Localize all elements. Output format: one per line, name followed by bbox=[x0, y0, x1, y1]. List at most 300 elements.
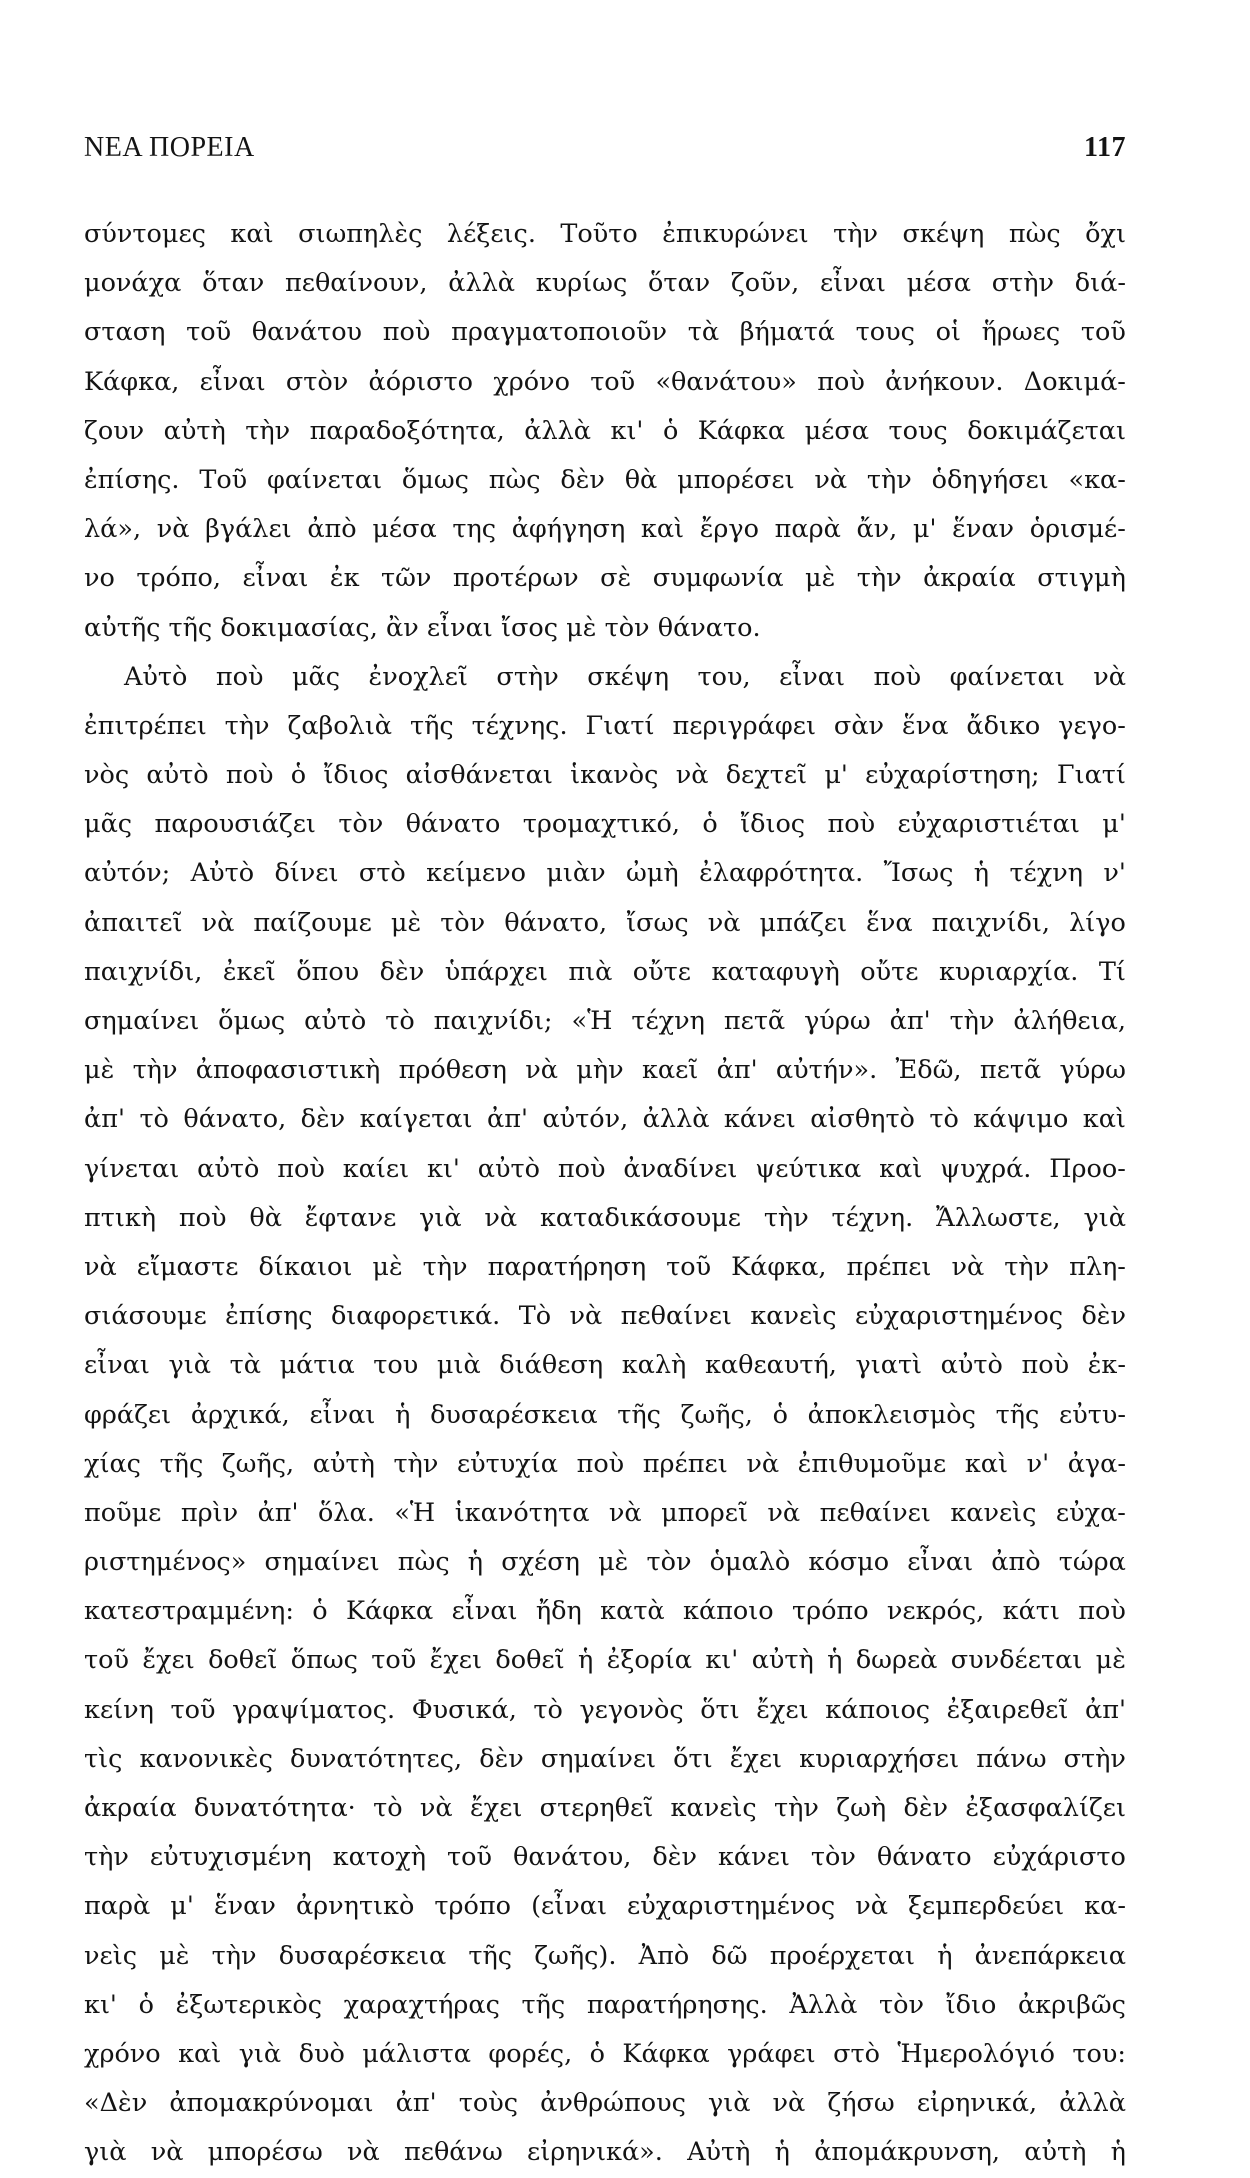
word: σκέψη bbox=[902, 219, 985, 249]
word: Τί bbox=[1098, 956, 1126, 987]
word: ἄν, bbox=[856, 514, 898, 545]
word: ἔχει bbox=[142, 1645, 195, 1676]
word: ἀπομάκρυνση, bbox=[814, 2137, 1001, 2168]
word: νὰ bbox=[608, 1497, 642, 1528]
word: νὰ bbox=[951, 1251, 985, 1282]
word: πεθαίνει bbox=[620, 1301, 732, 1332]
word: δὲν bbox=[903, 1793, 949, 1823]
word: θάνατο, bbox=[183, 1104, 287, 1135]
word: μπάζει bbox=[759, 907, 848, 938]
word: λέξεις. bbox=[446, 219, 536, 249]
word: νὰ bbox=[150, 2137, 184, 2168]
word: αὐτὸ bbox=[197, 1153, 260, 1184]
word: «Ἡ bbox=[571, 1006, 613, 1036]
word: ἐκ- bbox=[1087, 1350, 1126, 1381]
word: μιὰ bbox=[436, 1350, 481, 1381]
word: τοῦ bbox=[1080, 317, 1126, 348]
word: κόσμο bbox=[808, 1547, 890, 1578]
word: εἶναι bbox=[84, 1350, 150, 1381]
text-line bbox=[84, 259, 1126, 308]
word: δοκιμάζεται bbox=[967, 415, 1126, 446]
word: θάνατο bbox=[405, 809, 501, 840]
word: πρὶν bbox=[180, 1497, 239, 1528]
word: Κάφκα, bbox=[84, 366, 180, 397]
word: τοῦ bbox=[371, 1645, 417, 1676]
word: τὸ bbox=[373, 1793, 403, 1823]
word: νὰ bbox=[525, 1055, 558, 1086]
word: πρέπει bbox=[846, 1251, 932, 1282]
word: σιωπηλὲς bbox=[298, 219, 423, 249]
word: νὰ bbox=[484, 1202, 518, 1233]
word: βγάλει bbox=[205, 514, 292, 545]
word: τὸ bbox=[139, 1104, 169, 1135]
text-line bbox=[84, 505, 1126, 554]
word: πρέπει bbox=[642, 1448, 728, 1479]
word: πλη- bbox=[1069, 1251, 1126, 1282]
text-line bbox=[84, 849, 1126, 898]
word: Τὸ bbox=[518, 1301, 552, 1332]
word: κάποιο bbox=[683, 1596, 774, 1627]
word: τῆς bbox=[168, 612, 213, 643]
word: εἶναι bbox=[819, 268, 886, 299]
word: ἴδιος bbox=[323, 760, 389, 791]
word: Ἀλλὰ bbox=[789, 1989, 858, 2020]
word: ζοῦν, bbox=[730, 268, 800, 299]
word: παρουσιάζει bbox=[154, 809, 316, 840]
word: μπορέσει bbox=[677, 464, 795, 495]
word: ἀόριστο bbox=[368, 366, 473, 397]
word: δίκαιοι bbox=[258, 1251, 353, 1282]
word: ποὺ bbox=[557, 1153, 606, 1184]
word: αἰσθάνεται bbox=[405, 760, 553, 791]
word: αὐτὸ bbox=[477, 1153, 540, 1184]
word: ψυχρά. bbox=[940, 1153, 1032, 1184]
word: πετᾶ bbox=[979, 1055, 1042, 1086]
word: εὐχα- bbox=[1055, 1497, 1126, 1528]
word: στὴν bbox=[991, 268, 1055, 299]
word: παραδοξότητα, bbox=[309, 415, 505, 446]
word: τὴν bbox=[211, 1940, 257, 1971]
journal-title: ΝΕΑ ΠΟΡΕΙΑ bbox=[84, 132, 255, 163]
word: ἡ bbox=[467, 1547, 484, 1578]
word: ἀγα- bbox=[1067, 1448, 1126, 1479]
word: ποὺ bbox=[817, 366, 865, 397]
word: στὸ bbox=[833, 2038, 880, 2069]
word: κάποιος bbox=[825, 1694, 931, 1725]
word: συμφωνία bbox=[652, 563, 784, 594]
word: παρὰ bbox=[84, 1891, 151, 1922]
word: παίζουμε bbox=[253, 907, 372, 938]
word: δὲν bbox=[300, 1104, 346, 1135]
word: κι' bbox=[705, 1645, 739, 1676]
word: ἔφτανε bbox=[304, 1202, 397, 1233]
word: αὐτὴ bbox=[751, 1645, 814, 1676]
word: φαίνεται bbox=[266, 464, 383, 495]
word: ἡ bbox=[827, 1645, 843, 1676]
text-line bbox=[84, 456, 1126, 505]
word: πάνω bbox=[976, 1743, 1047, 1774]
word: γιὰ bbox=[168, 1350, 212, 1381]
word: δυνατότητες, bbox=[290, 1743, 463, 1774]
word: ζήσω bbox=[827, 2088, 895, 2119]
word: δυσαρέσκεια bbox=[278, 1940, 447, 1971]
word: ἴσως bbox=[626, 907, 689, 938]
word: νεὶς bbox=[84, 1940, 137, 1971]
word: κι' bbox=[610, 415, 644, 446]
word: καὶ bbox=[640, 514, 685, 545]
word: ἕνα bbox=[902, 710, 949, 741]
word: παρατήρηση bbox=[487, 1251, 647, 1282]
text-line bbox=[84, 702, 1126, 751]
word: ὁδηγήσει bbox=[931, 464, 1049, 495]
word: σύντομες bbox=[84, 219, 206, 249]
word: δοθεῖ bbox=[208, 1645, 278, 1676]
word: προέρχεται bbox=[769, 1940, 916, 1971]
word: στιγμὴ bbox=[1037, 563, 1126, 594]
word: πτικὴ bbox=[84, 1202, 157, 1233]
word: ἐπίσης. bbox=[84, 464, 180, 495]
word: τέχνης. bbox=[471, 710, 568, 741]
word: Κάφκα bbox=[697, 415, 786, 446]
word: τὸν bbox=[338, 809, 384, 840]
word: ὁ bbox=[662, 415, 679, 446]
word: ἀπομακρύνομαι bbox=[169, 2088, 374, 2119]
word: τὴν bbox=[763, 1202, 809, 1233]
word: γύρω bbox=[804, 1006, 871, 1036]
word: βήματά bbox=[739, 317, 835, 348]
word: ὑπάρχει bbox=[444, 956, 548, 987]
word: θανάτου bbox=[251, 317, 363, 348]
word: δὲν bbox=[1081, 1301, 1126, 1332]
word: παιχνίδι, bbox=[931, 907, 1051, 938]
word: ἄδικο bbox=[966, 710, 1041, 741]
word: τοῦ bbox=[666, 1251, 712, 1282]
word: ἱκανότητα bbox=[454, 1497, 590, 1528]
word: εἶναι bbox=[199, 366, 266, 397]
text-line bbox=[84, 1981, 1126, 2030]
word: θὰ bbox=[624, 464, 658, 495]
text-line bbox=[84, 407, 1126, 456]
word: ὁ bbox=[589, 2038, 605, 2069]
word: κάνει bbox=[723, 1104, 796, 1135]
word: παιχνίδι, bbox=[84, 956, 203, 987]
word: γιὰ bbox=[238, 2038, 282, 2069]
word: αὐτήν». bbox=[775, 1055, 878, 1086]
word: νὰ bbox=[746, 1448, 780, 1479]
word: δυσαρέσκεια bbox=[430, 1399, 598, 1430]
word: ἕνα bbox=[866, 907, 913, 938]
text-line bbox=[84, 948, 1126, 997]
text-line bbox=[84, 1686, 1126, 1735]
word: μέσα bbox=[372, 514, 437, 545]
word: μὲ bbox=[598, 1547, 629, 1578]
word: οὔτε bbox=[860, 956, 919, 987]
word: ποὺ bbox=[178, 1202, 227, 1233]
word: κανεὶς bbox=[670, 1793, 757, 1823]
word: μπορεῖ bbox=[661, 1497, 748, 1528]
text-line bbox=[84, 308, 1126, 357]
word: εὐχαριστημένος bbox=[627, 1891, 836, 1922]
word: ἔχει bbox=[756, 1694, 809, 1725]
word: τρομαχτικό, bbox=[522, 809, 680, 840]
word: εὐχάριστο bbox=[992, 1842, 1126, 1873]
word: πετᾶ bbox=[723, 1006, 786, 1036]
word: ἀνθρώπους bbox=[540, 2088, 686, 2119]
word: γιὰ bbox=[707, 2088, 751, 2119]
word: τέχνη bbox=[631, 1006, 705, 1036]
word: νὰ bbox=[772, 2088, 806, 2119]
word: ἐξαιρεθεῖ bbox=[946, 1694, 1069, 1725]
word: ζωῆς). bbox=[534, 1940, 617, 1971]
word: νὰ bbox=[84, 1251, 117, 1282]
text-line bbox=[84, 899, 1126, 948]
word: εὐτυχία bbox=[456, 1448, 558, 1479]
word: ξεμπερδεύει bbox=[908, 1891, 1065, 1922]
word: ποὺ bbox=[873, 661, 922, 692]
word: μ' bbox=[912, 514, 937, 545]
word: ἐπιτρέπει bbox=[84, 710, 207, 741]
word: Αὐτὴ bbox=[687, 2137, 751, 2168]
word: τὴν bbox=[1004, 1251, 1050, 1282]
word: νὰ bbox=[156, 514, 190, 545]
word: χρόνο bbox=[493, 366, 570, 397]
word: δεχτεῖ bbox=[725, 760, 808, 791]
text-line bbox=[84, 1391, 1126, 1440]
word: αὐτὸ bbox=[940, 1350, 1003, 1381]
word: της bbox=[452, 514, 497, 545]
word: διάθεση bbox=[499, 1350, 604, 1381]
word: στερηθεῖ bbox=[539, 1793, 654, 1823]
word: σταση bbox=[84, 317, 166, 348]
word: θάνατο bbox=[876, 1842, 972, 1873]
text-line bbox=[84, 210, 1126, 259]
word: κάτι bbox=[1002, 1596, 1060, 1627]
word: καὶ bbox=[1082, 1104, 1126, 1135]
word: καίει bbox=[342, 1153, 410, 1184]
word: «θανάτου» bbox=[655, 366, 797, 397]
word: ζωῆς, bbox=[221, 1448, 295, 1479]
word: τοῦ bbox=[590, 366, 636, 397]
word: πὼς bbox=[1008, 219, 1061, 249]
word: τὴν bbox=[866, 464, 912, 495]
word: νὸς bbox=[84, 760, 130, 791]
word: καθεαυτή, bbox=[704, 1350, 837, 1381]
word: ἀρνητικὸ bbox=[295, 1891, 415, 1922]
word: τοῦ bbox=[170, 1694, 216, 1725]
word: εἶναι bbox=[451, 1596, 518, 1627]
word: κατὰ bbox=[600, 1596, 665, 1627]
word: κατεστραμμένη: bbox=[84, 1596, 294, 1627]
word: ἔχει bbox=[429, 1645, 482, 1676]
word: τὸν bbox=[604, 612, 650, 643]
word: στὸν bbox=[285, 366, 349, 397]
word: τὴν bbox=[132, 1055, 178, 1086]
word: νὰ bbox=[569, 1301, 603, 1332]
word: Ἡμερολόγιό bbox=[897, 2038, 1055, 2069]
word: ἀκραία bbox=[923, 563, 1016, 594]
word: δοθεῖ bbox=[495, 1645, 565, 1676]
word: ἀνήκουν. bbox=[885, 366, 1004, 397]
word: ἐξορία bbox=[606, 1645, 692, 1676]
text-line bbox=[84, 1784, 1126, 1833]
word: δὲν bbox=[379, 956, 425, 987]
word: Ἴσως bbox=[883, 858, 954, 889]
word: ν' bbox=[1103, 858, 1126, 889]
text-line bbox=[84, 1587, 1126, 1636]
word: παρὰ bbox=[774, 514, 841, 545]
word: μὲ bbox=[805, 563, 836, 594]
word: Γιατί bbox=[585, 710, 655, 741]
word: τὰ bbox=[687, 317, 720, 348]
word: τῆς bbox=[159, 1448, 204, 1479]
word: Αὐτὸ bbox=[190, 858, 255, 889]
word: μάτια bbox=[279, 1350, 355, 1381]
word: δωρεὰ bbox=[855, 1645, 938, 1676]
text-line bbox=[84, 1243, 1126, 1292]
word: νὰ bbox=[419, 1793, 453, 1823]
word: ἀφήγηση bbox=[511, 514, 626, 545]
word: καλὴ bbox=[621, 1350, 687, 1381]
word: καὶ bbox=[230, 219, 274, 249]
word: ἀνεπάρκεια bbox=[974, 1940, 1126, 1971]
word: χαραχτήρας bbox=[343, 1989, 500, 2020]
word: τους bbox=[855, 317, 915, 348]
word: εὐχαρίστηση; bbox=[865, 760, 1040, 791]
word: πιὰ bbox=[568, 956, 613, 987]
word: ὁμαλὸ bbox=[709, 1547, 791, 1578]
word: νὰ bbox=[855, 1891, 888, 1922]
word: ποὺ bbox=[1078, 1596, 1126, 1627]
word: τους bbox=[888, 415, 948, 446]
word: ἀλλὰ bbox=[642, 1104, 710, 1135]
word: τὸν bbox=[810, 1842, 856, 1873]
word: ριστημένος» bbox=[84, 1547, 247, 1578]
word: ζαβολιὰ bbox=[287, 710, 393, 741]
word: διά- bbox=[1074, 268, 1126, 299]
word: ὁ bbox=[290, 760, 307, 791]
word: «Δὲν bbox=[84, 2088, 148, 2119]
text-line bbox=[84, 1489, 1126, 1538]
word: γιατὶ bbox=[855, 1350, 923, 1381]
word: τρόπο bbox=[791, 1596, 869, 1627]
word: ἥρωες bbox=[981, 317, 1061, 348]
word: ἀπ' bbox=[889, 1006, 931, 1036]
word: πεθαίνει bbox=[819, 1497, 931, 1528]
word: ζωῆς, bbox=[680, 1399, 753, 1430]
word: ἀπ' bbox=[257, 1497, 299, 1528]
text-line bbox=[84, 1194, 1126, 1243]
word: ποὺ bbox=[1021, 1350, 1070, 1381]
text-line bbox=[84, 2030, 1126, 2079]
word: νὰ bbox=[1093, 661, 1126, 692]
word: εὐχαριστιέται bbox=[897, 809, 1080, 840]
text-line bbox=[84, 653, 1126, 702]
word: ἀπ' bbox=[487, 1104, 528, 1135]
word: κάνει bbox=[717, 1842, 790, 1873]
word: γεγο- bbox=[1058, 710, 1126, 741]
word: θάνατο. bbox=[657, 612, 761, 643]
book-page bbox=[84, 0, 1126, 2168]
word: μονάχα bbox=[84, 268, 182, 299]
word: γράφει bbox=[727, 2038, 816, 2069]
word: φράζει bbox=[84, 1399, 172, 1430]
word: ἀπὸ bbox=[307, 514, 357, 545]
word: δοκιμασίας, bbox=[220, 612, 378, 643]
word: τοῦ bbox=[84, 1645, 129, 1676]
word: ἐλαφρότητα. bbox=[699, 858, 864, 889]
word: κανονικὲς bbox=[139, 1743, 273, 1774]
word: σημαίνει bbox=[540, 1743, 657, 1774]
word: δὲν bbox=[479, 1743, 524, 1774]
word: σχέση bbox=[501, 1547, 580, 1578]
word: τῆς bbox=[521, 1989, 566, 2020]
word: φορές, bbox=[488, 2038, 573, 2069]
word: μὴν bbox=[576, 1055, 624, 1086]
word: περιγράφει bbox=[672, 710, 816, 741]
word: δυνατότητα· bbox=[193, 1793, 356, 1823]
word: ὁ bbox=[312, 1596, 328, 1627]
word: Φυσικά, bbox=[411, 1694, 517, 1725]
word: κείμενο bbox=[426, 858, 526, 889]
word: ἀπ' bbox=[716, 1055, 758, 1086]
text-line bbox=[84, 1145, 1126, 1194]
word: ἐκ bbox=[329, 563, 360, 594]
word: κι' bbox=[84, 1989, 117, 2020]
word: ἀκριβῶς bbox=[1017, 1989, 1126, 2020]
word: Ἄλλωστε, bbox=[936, 1202, 1061, 1233]
word: (εἶναι bbox=[531, 1891, 607, 1922]
word: τὸ bbox=[385, 1006, 415, 1036]
word: ἐπίσης bbox=[225, 1301, 313, 1332]
word: μιὰν bbox=[546, 858, 606, 889]
word: αἰσθητὸ bbox=[810, 1104, 915, 1135]
word: ἡ bbox=[1110, 2137, 1126, 2168]
word: καὶ bbox=[879, 1153, 923, 1184]
word: δῶ bbox=[711, 1940, 748, 1971]
word: τὶς bbox=[84, 1743, 123, 1774]
word: καταδικάσουμε bbox=[539, 1202, 742, 1233]
word: ὅταν bbox=[647, 268, 711, 299]
word: τὴν bbox=[393, 1448, 439, 1479]
word: τὴν bbox=[774, 1793, 819, 1823]
word: ἤδη bbox=[535, 1596, 582, 1627]
word: πὼς bbox=[488, 464, 541, 495]
word: Τοῦ bbox=[199, 464, 248, 495]
word: τρόπο bbox=[434, 1891, 511, 1922]
word: τέχνη bbox=[1009, 858, 1084, 889]
word: αὐτὴ bbox=[1024, 2137, 1087, 2168]
word: ὄχι bbox=[1085, 219, 1126, 249]
word: διαφορετικά. bbox=[330, 1301, 501, 1332]
word: γιὰ bbox=[84, 2137, 127, 2168]
word: μάλιστα bbox=[362, 2038, 471, 2069]
word: Κάφκα bbox=[345, 1596, 434, 1627]
text-line bbox=[84, 1882, 1126, 1931]
word: θὰ bbox=[249, 1202, 282, 1233]
word: τῆς bbox=[617, 1399, 661, 1430]
word: θανάτου, bbox=[513, 1842, 632, 1873]
word: μᾶς bbox=[84, 809, 133, 840]
running-head bbox=[84, 132, 1126, 172]
word: ἀπ' bbox=[84, 1104, 125, 1135]
word: ἕναν bbox=[213, 1891, 276, 1922]
word: τὰ bbox=[229, 1350, 261, 1381]
word: ἐπικυρώνει bbox=[662, 219, 809, 249]
word: εἶναι bbox=[242, 563, 309, 594]
word: ὅπως bbox=[290, 1645, 358, 1676]
word: μὲ bbox=[372, 1251, 403, 1282]
word: ὅτι bbox=[673, 1743, 713, 1774]
